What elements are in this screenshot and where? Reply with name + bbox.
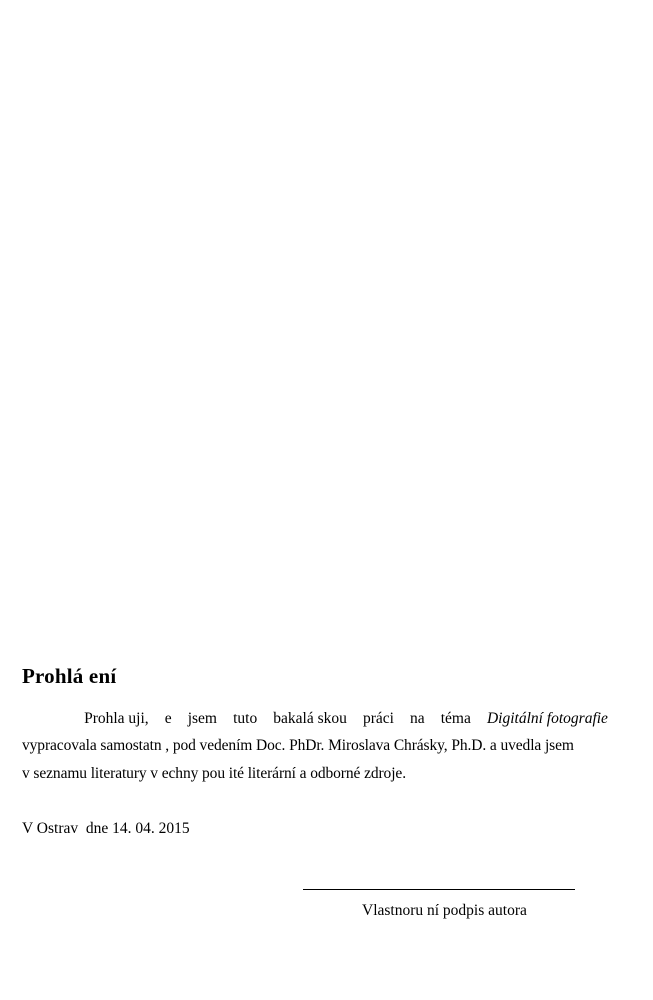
declaration-word: práci <box>362 710 394 727</box>
place-and-date: V Ostrav dne 14. 04. 2015 <box>22 820 190 837</box>
declaration-word: Prohla uji, <box>84 710 149 727</box>
declaration-word: e <box>164 710 172 727</box>
declaration-word: tuto <box>233 710 258 727</box>
declaration-line-3: v seznamu literatury v echny pou ité literární a odborné zdroje. <box>22 765 406 782</box>
declaration-word: na <box>410 710 425 727</box>
thesis-title: Digitální fotografie <box>486 710 608 727</box>
signature-label: Vlastnoru ní podpis autora <box>362 902 527 919</box>
declaration-line-1 <box>22 711 608 727</box>
declaration-heading: Prohlá ení <box>22 664 117 688</box>
declaration-word: jsem <box>187 710 217 727</box>
declaration-line-2: vypracovala samostatn , pod vedením Doc. PhDr. Miroslava Chrásky, Ph.D. a uvedla jsem <box>22 737 574 754</box>
declaration-word: bakalá skou <box>273 710 347 727</box>
declaration-word: téma <box>440 710 471 727</box>
signature-line <box>303 889 575 890</box>
paragraph-indent <box>22 711 68 727</box>
